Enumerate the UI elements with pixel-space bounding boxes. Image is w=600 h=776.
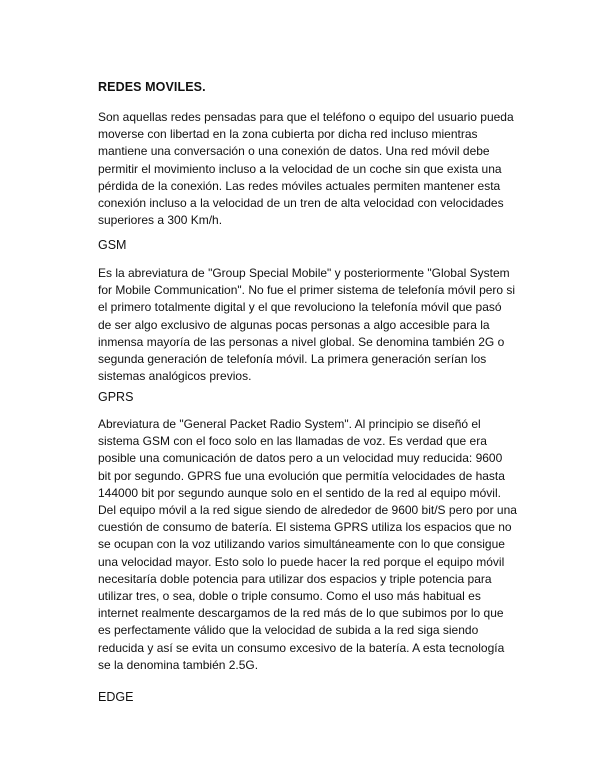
- section-heading-gsm: GSM: [98, 238, 127, 252]
- section-heading-gprs: GPRS: [98, 390, 134, 404]
- intro-paragraph: Son aquellas redes pensadas para que el teléfono o equipo del usuario pueda moverse con libertad en la zona cubierta por dicha red incluso mientras mantiene una conversación o una conexión de datos. Una red móvil debe permitir el movimiento incluso a la velocidad de un coche sin que exista una pérdida de la conexión. Las redes móviles actuales permiten mantener esta conexión incluso a la velocidad de un tren de alta velocidad con velocidades superiores a 300 Km/h.: [98, 110, 514, 228]
- document-title: REDES MOVILES.: [98, 80, 206, 94]
- section-text-gprs: Abreviatura de "General Packet Radio System". Al principio se diseñó el sistema GSM con el foco solo en las llamadas de voz. Es verdad que era posible una comunicación de datos pero a un velocidad muy reducida: 9600 bit por segundo. GPRS fue una evolución que permitía velocidades de hasta 144000 bit por segundo aunque solo en el sentido de la red al equipo móvil. Del equipo móvil a la red sigue siendo de alrededor de 9600 bit/S pero por una cuestión de consumo de batería. El sistema GPRS utiliza los espacios que no se ocupan con la voz utilizando varios simultáneamente con lo que consigue una velocidad mayor. Esto solo lo puede hacer la red porque el equipo móvil necesitaría doble potencia para utilizar dos espacios y triple potencia para utilizar tres, o sea, doble o triple consumo. Como el uso más habitual es internet realmente descargamos de la red más de lo que subimos por lo que es perfectamente válido que la velocidad de subida a la red siga siendo reducida y así se evita un consumo excesivo de la batería. A esta tecnología se la denomina también 2.5G.: [98, 417, 517, 672]
- section-text-gsm: Es la abreviatura de "Group Special Mobile" y posteriormente "Global System for Mobile Communication". No fue el primer sistema de telefonía móvil pero si el primero totalmente digital y el que revoluciono la telefonía móvil que pasó de ser algo exclusivo de algunas pocas personas a algo accesible para la inmensa mayoría de las personas a nivel global. Se denomina también 2G o segunda generación de telefonía móvil. La primera generación serían los sistemas analógicos previos.: [98, 266, 516, 384]
- section-heading-edge: EDGE: [98, 690, 134, 704]
